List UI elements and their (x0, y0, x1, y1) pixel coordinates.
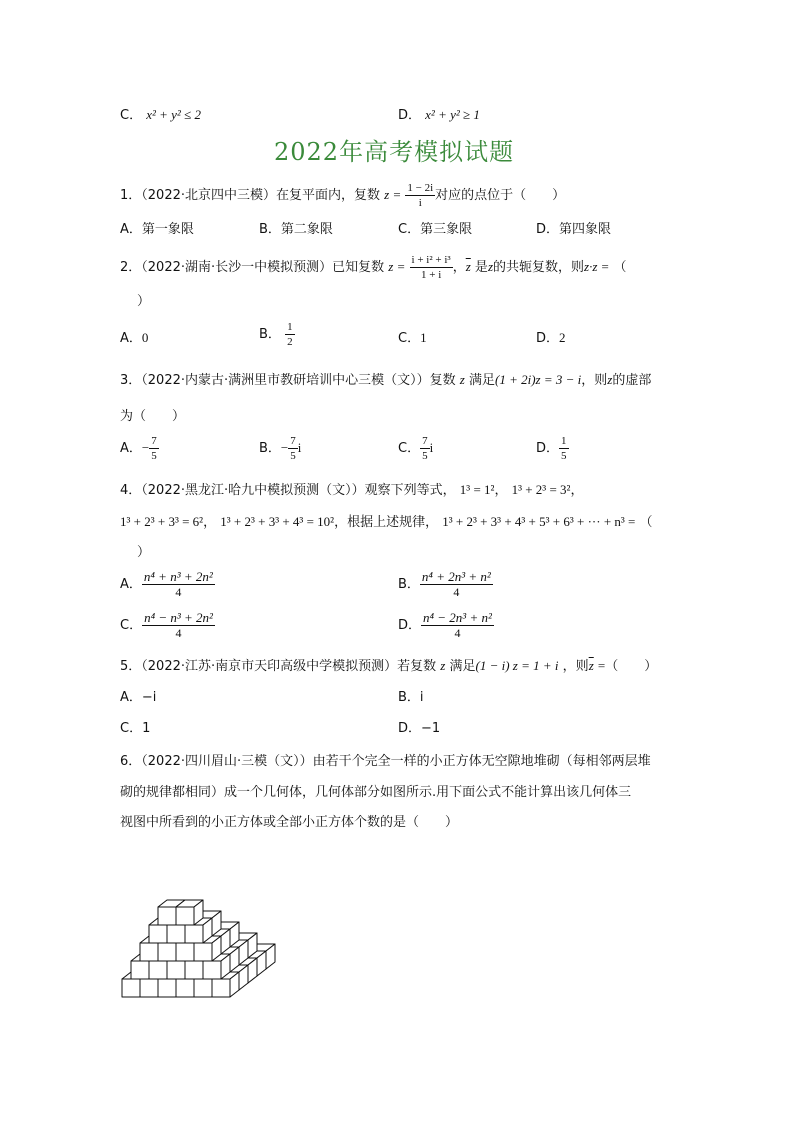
option-sign: − (141, 440, 150, 455)
math-expression: = (597, 658, 606, 673)
question-text: 对应的点位于（ ） (435, 188, 566, 203)
option-label: D． (536, 441, 560, 456)
question-number: 1． (120, 188, 142, 203)
q2-option-b (259, 320, 295, 349)
fraction-numerator: 7 (151, 435, 157, 447)
question-1 (120, 181, 565, 210)
question-text: 满足 (469, 373, 496, 388)
question-number: 6． (120, 754, 142, 769)
fraction-numerator: 1 (287, 321, 293, 333)
cube-front-face (203, 961, 221, 979)
math-expression: (1 − i) z = 1 + i (475, 658, 559, 673)
question-source: （2022·四川眉山·三模（文）） (141, 754, 313, 769)
option-value: 1 (420, 330, 427, 345)
fraction-denominator: 5 (151, 450, 157, 462)
fraction-numerator: 1 − 2i (407, 182, 434, 194)
question-source: （2022·黑龙江·哈九中模拟预测（文）） (141, 483, 365, 498)
q5-option-a: A．−i (120, 690, 157, 705)
cube-front-face (158, 979, 176, 997)
option-label: D． (398, 618, 422, 633)
question-text: （ (613, 260, 627, 275)
question-2 (120, 253, 627, 282)
math-expression: 1³ + 2³ + 3³ = 6² (120, 514, 204, 529)
math-expression: $\overline{z}$ (588, 658, 594, 673)
question-number: 2． (120, 260, 142, 275)
question-source: （2022·江苏·南京市天印高级中学模拟预测） (141, 659, 398, 674)
cube-front-face (194, 979, 212, 997)
question-text: 的共轭复数，则 (493, 260, 585, 275)
cube-front-face (140, 979, 158, 997)
question-source: （2022·湖南·长沙一中模拟预测） (141, 260, 333, 275)
q3-option-d (536, 434, 569, 463)
top-option-d (398, 104, 480, 123)
question-text: 观察下列等式， (364, 483, 456, 498)
option-label: A． (120, 331, 142, 346)
option-label: D． (536, 331, 560, 346)
question-text: ，根据上述规律， (334, 515, 439, 530)
fraction (420, 570, 493, 599)
question-4-line-3: ） (137, 545, 151, 560)
fraction-numerator: n⁴ − n³ + 2n² (144, 610, 213, 625)
question-number: 5． (120, 659, 142, 674)
question-4-line-2: 1³ + 2³ + 3³ = 6²， 1³ + 2³ + 3³ + 4³ = 10²，根据上述规律， 1³ + 2³ + 3³ + 4³ + 5³ + 6³ + ··· + n³ = （ (120, 514, 653, 530)
fraction-numerator: n⁴ − 2n³ + n² (423, 610, 492, 625)
q1-option-a: A．第一象限 (120, 222, 194, 237)
q5-option-d: D．−1 (398, 721, 441, 736)
cube-front-face (149, 925, 167, 943)
fraction-denominator: 2 (287, 336, 293, 348)
page-title: 2022年高考模拟试题 (274, 138, 515, 166)
cube-front-face (131, 961, 149, 979)
question-text: 的虚部 (612, 373, 652, 388)
question-text: ，则 (581, 373, 608, 388)
q3-option-c (398, 434, 433, 463)
q3-option-a (120, 434, 159, 463)
question-2-line-2: ） (137, 294, 151, 309)
question-text: 在复平面内，复数 (276, 188, 381, 203)
q4-option-a (120, 570, 215, 599)
option-expression: x² + y² ≤ 2 (146, 107, 201, 122)
q2-option-a (120, 327, 148, 346)
q2-option-c (398, 327, 427, 346)
cube-front-face (176, 979, 194, 997)
fraction (149, 434, 159, 463)
math-expression: 1³ + 2³ = 3² (511, 482, 571, 497)
q1-option-c: C．第三象限 (398, 222, 473, 237)
question-3 (120, 369, 651, 388)
question-text: 是 (474, 260, 488, 275)
option-suffix: i (429, 440, 434, 455)
option-label: C． (120, 108, 143, 123)
q4-option-b (398, 570, 493, 599)
q2-option-d (536, 327, 566, 346)
math-expression: (1 + 2i)z = 3 − i (495, 372, 582, 387)
fraction (142, 570, 215, 599)
question-text: 复数 (429, 373, 456, 388)
q1-option-b: B．第二象限 (259, 222, 333, 237)
fraction (142, 611, 215, 640)
cube-front-face (176, 943, 194, 961)
q4-option-c (120, 611, 215, 640)
option-label: A． (120, 441, 142, 456)
cube-front-face (176, 907, 194, 925)
question-source: （2022·北京四中三模） (141, 188, 276, 203)
math-expression: z (607, 372, 613, 387)
option-label: A． (120, 577, 142, 592)
option-value: 0 (141, 330, 149, 345)
cube-front-face (158, 907, 176, 925)
question-6 (120, 750, 651, 769)
fraction-denominator: 5 (422, 450, 428, 462)
fraction-denominator: 4 (454, 626, 461, 640)
cube-front-face (140, 943, 158, 961)
cube-front-face (158, 943, 176, 961)
question-4: 4．（2022·黑龙江·哈九中模拟预测（文））观察下列等式， 1³ = 1²， 1³ + 2³ = 3²， (120, 482, 584, 498)
option-label: B． (259, 327, 281, 342)
math-expression: 1³ + 2³ + 3³ + 4³ + 5³ + 6³ + ··· + n³ = (442, 514, 636, 529)
math-expression: z (487, 259, 493, 274)
cube-front-face (167, 925, 185, 943)
option-label: B． (259, 441, 281, 456)
q4-option-d (398, 611, 494, 640)
fraction-numerator: n⁴ + 2n³ + n² (421, 569, 491, 584)
cube-stack-figure (110, 835, 300, 1005)
option-expression: x² + y² ≥ 1 (425, 107, 480, 122)
question-number: 3． (120, 373, 142, 388)
fraction (285, 320, 295, 349)
cube-front-face (122, 979, 140, 997)
question-6-line-2: 砌的规律都相同）成一个几何体，几何体部分如图所示.用下面公式不能计算出该几何体三 (120, 785, 632, 800)
fraction-denominator: 4 (175, 585, 182, 599)
q5-option-c: C．1 (120, 721, 151, 736)
fraction-numerator: i + i² + i³ (411, 254, 451, 266)
fraction-denominator: 5 (561, 450, 567, 462)
q5-option-b: B．i (398, 690, 424, 705)
fraction (559, 434, 569, 463)
fraction-denominator: 4 (175, 626, 182, 640)
option-label: D． (398, 108, 422, 123)
math-expression: z = (388, 259, 406, 274)
option-label: C． (398, 331, 421, 346)
question-source: （2022·内蒙古·满洲里市教研培训中心三模（文）） (141, 373, 430, 388)
math-expression: z = (384, 187, 402, 202)
option-label: C． (398, 441, 421, 456)
fraction (405, 181, 435, 210)
math-expression: 1³ = 1² (459, 482, 495, 497)
math-expression: $\overline{z}$ (465, 259, 471, 274)
option-value: 2 (559, 330, 566, 345)
cube-front-face (212, 979, 230, 997)
top-option-c (120, 104, 201, 123)
fraction-denominator: 5 (290, 450, 296, 462)
question-text: ，则 (562, 659, 589, 674)
math-expression: 1³ + 2³ + 3³ + 4³ = 10² (220, 514, 335, 529)
cube-front-face (149, 961, 167, 979)
q3-option-b (259, 434, 301, 463)
option-label: C． (120, 618, 143, 633)
question-text: 已知复数 (332, 260, 385, 275)
question-number: 4． (120, 483, 142, 498)
fraction-numerator: 7 (290, 435, 296, 447)
fraction (288, 434, 298, 463)
question-5 (120, 655, 657, 674)
cube-front-face (194, 943, 212, 961)
fraction (420, 434, 430, 463)
fraction-numerator: n⁴ + n³ + 2n² (143, 569, 213, 584)
question-text: ， (452, 260, 466, 275)
cube-front-face (185, 961, 203, 979)
option-sign: − (280, 440, 289, 455)
math-expression: z (459, 372, 465, 387)
fraction-numerator: 7 (422, 435, 428, 447)
question-text: 若复数 (397, 659, 437, 674)
question-text: （ (639, 515, 653, 530)
fraction (410, 253, 453, 282)
fraction-numerator: 1 (561, 435, 567, 447)
question-text: （ ） (605, 659, 658, 674)
fraction-denominator: 1 + i (420, 269, 442, 281)
cube-front-face (185, 925, 203, 943)
math-expression: z (440, 658, 446, 673)
fraction-denominator: 4 (453, 585, 460, 599)
fraction (421, 611, 494, 640)
question-text: 满足 (449, 659, 476, 674)
question-6-line-3: 视图中所看到的小正方体或全部小正方体个数的是（ ） (120, 815, 459, 830)
option-label: B． (398, 577, 420, 592)
option-suffix: i (297, 440, 302, 455)
cube-front-face (167, 961, 185, 979)
math-expression: z·z = (584, 259, 610, 274)
q1-option-d: D．第四象限 (536, 222, 612, 237)
fraction-denominator: i (418, 197, 422, 209)
question-3-line-2: 为（ ） (120, 409, 186, 424)
question-text: 由若干个完全一样的小正方体无空隙地堆砌（每相邻两层堆 (312, 754, 651, 769)
